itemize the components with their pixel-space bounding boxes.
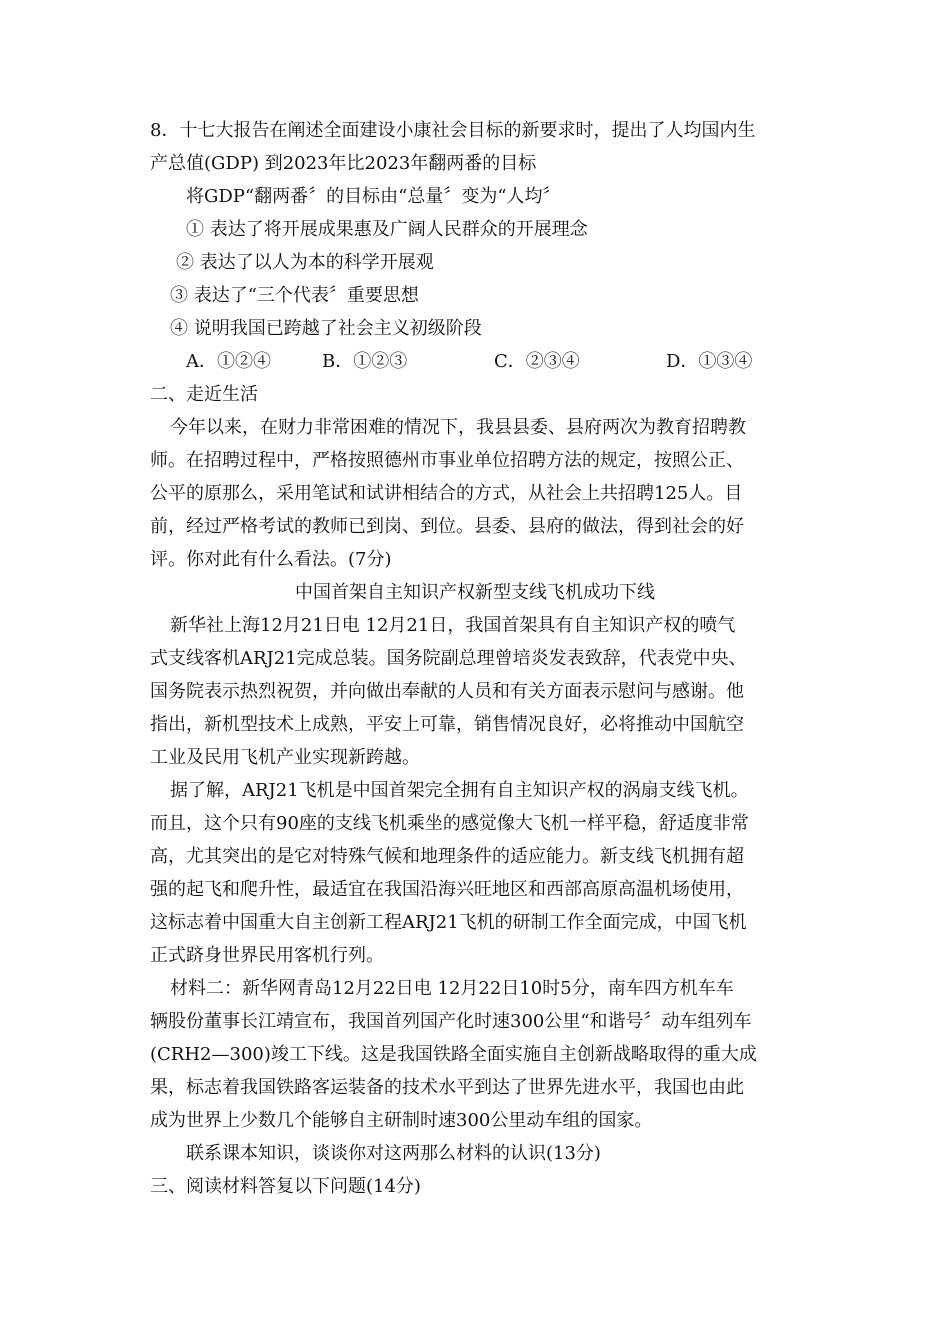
paragraph-line: 材料二：新华网青岛12月22日电 12月22日10时5分，南车四方机车车 xyxy=(170,978,734,999)
paragraph-line: (CRH2—300)竣工下线。这是我国铁路全面实施自主创新战略取得的重大成 xyxy=(150,1044,757,1065)
question-8-line-2: 产总值(GDP) 到2023年比2023年翻两番的目标 xyxy=(150,153,537,174)
paragraph-line: 这标志着中国重大自主创新工程ARJ21飞机的研制工作全面完成，中国飞机 xyxy=(150,912,747,933)
section-2-heading: 二、走近生活 xyxy=(150,384,258,405)
paragraph-line: 正式跻身世界民用客机行列。 xyxy=(150,945,384,966)
paragraph-line: 成为世界上少数几个能够自主研制时速300公里动车组的国家。 xyxy=(150,1110,653,1131)
paragraph-line: 高，尤其突出的是它对特殊气候和地理条件的适应能力。新支线飞机拥有超 xyxy=(150,846,744,867)
section-3-heading: 三、阅读材料答复以下问题(14分) xyxy=(150,1176,421,1197)
paragraph-line: 式支线客机ARJ21完成总装。国务院副总理曾培炎发表致辞，代表党中央、 xyxy=(150,648,747,669)
news-title: 中国首架自主知识产权新型支线飞机成功下线 xyxy=(295,582,655,603)
paragraph-line: 果，标志着我国铁路客运装备的技术水平到达了世界先进水平，我国也由此 xyxy=(150,1077,744,1098)
option-a: A．①②④ xyxy=(186,351,271,372)
question-8-item-3: ③ 表达了“三个代表〞重要思想 xyxy=(170,285,419,306)
paragraph-line: 据了解，ARJ21飞机是中国首架完全拥有自主知识产权的涡扇支线飞机。 xyxy=(170,780,749,801)
paragraph-line: 强的起飞和爬升性，最适宜在我国沿海兴旺地区和西部高原高温机场使用， xyxy=(150,879,744,900)
paragraph-line: 国务院表示热烈祝贺，并向做出奉献的人员和有关方面表示慰问与感谢。他 xyxy=(150,681,744,702)
option-d: D．①③④ xyxy=(666,351,753,372)
question-8-line-1: 8．十七大报告在阐述全面建设小康社会目标的新要求时，提出了人均国内生 xyxy=(150,120,756,141)
paragraph-line: 指出，新机型技术上成熟，平安上可靠，销售情况良好，必将推动中国航空 xyxy=(150,714,744,735)
paragraph-line: 而且，这个只有90座的支线飞机乘坐的感觉像大飞机一样平稳，舒适度非常 xyxy=(150,813,749,834)
paragraph-line: 公平的原那么，采用笔试和试讲相结合的方式，从社会上共招聘125人。目 xyxy=(150,483,743,504)
paragraph-line: 今年以来，在财力非常困难的情况下，我县县委、县府两次为教育招聘教 xyxy=(170,417,746,438)
paragraph-line: 师。在招聘过程中，严格按照德州市事业单位招聘方法的规定，按照公正、 xyxy=(150,450,744,471)
paragraph-line: 前，经过严格考试的教师已到岗、到位。县委、县府的做法，得到社会的好 xyxy=(150,516,744,537)
option-b: B．①②③ xyxy=(322,351,408,372)
paragraph-line: 评。你对此有什么看法。(7分) xyxy=(150,549,392,570)
paragraph-line: 新华社上海12月21日电 12月21日，我国首架具有自主知识产权的喷气 xyxy=(170,615,736,636)
question-8-stem: 将GDP“翻两番〞的目标由“总量〞变为“人均〞 xyxy=(186,186,561,207)
question-8-item-4: ④ 说明我国已跨越了社会主义初级阶段 xyxy=(170,318,482,339)
question-8-item-2: ② 表达了以人为本的科学开展观 xyxy=(176,252,434,273)
paragraph-line: 辆股份董事长江靖宣布，我国首列国产化时速300公里“和谐号〞动车组列车 xyxy=(150,1011,752,1032)
question-8-options xyxy=(186,345,836,378)
option-c: C．②③④ xyxy=(494,351,580,372)
section-2-question: 联系课本知识，谈谈你对这两那么材料的认识(13分) xyxy=(186,1143,601,1164)
question-8-item-1: ① 表达了将开展成果惠及广阔人民群众的开展理念 xyxy=(186,219,588,240)
paragraph-line: 工业及民用飞机产业实现新跨越。 xyxy=(150,747,420,768)
